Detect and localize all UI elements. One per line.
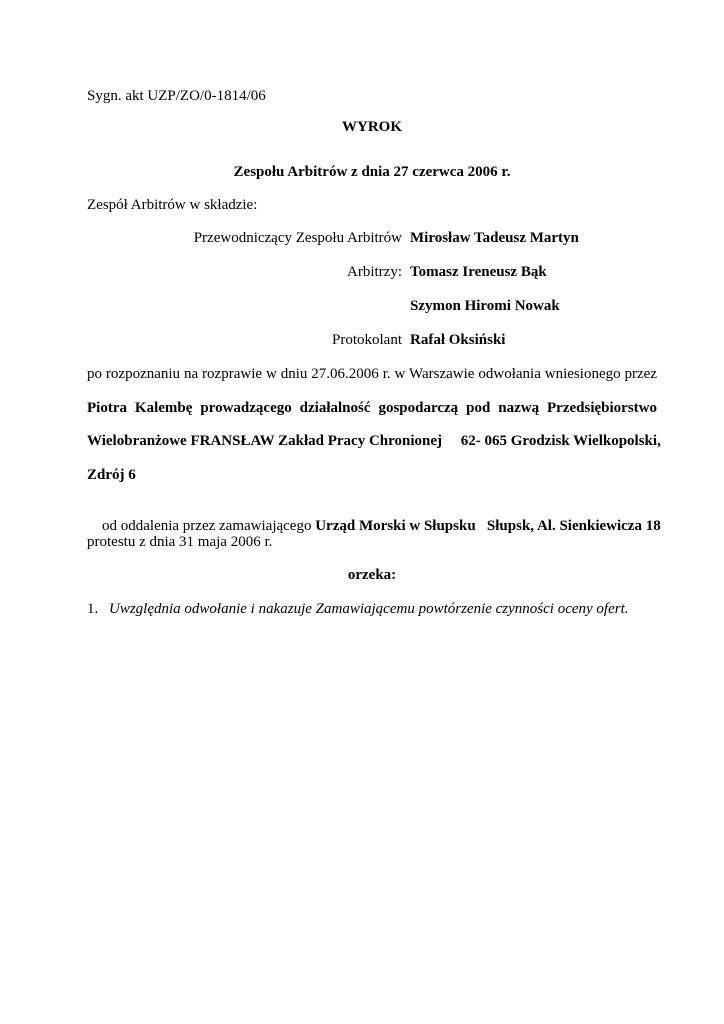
ruling-item-text: Uwzględnia odwołanie i nakazuje Zamawiającemu powtórzenie czynności oceny ofert. <box>109 601 629 617</box>
panel-intro: Zespół Arbitrów w składzie: <box>87 197 258 213</box>
respondent-name: Urząd Morski w Słupsku Słupsk, Al. Sienkiewicza 18 <box>315 518 661 534</box>
chair-name: Mirosław Tadeusz Martyn <box>410 230 579 246</box>
chair-label: Przewodniczący Zespołu Arbitrów <box>193 230 402 246</box>
body-line-2: Piotra Kalembę prowadzącego działalność gospodarczą pod nazwą Przedsiębiorstwo <box>87 400 657 416</box>
body-line-6: protestu z dnia 31 maja 2006 r. <box>87 534 273 550</box>
arbiter-2-name: Szymon Hiromi Nowak <box>410 298 560 314</box>
body-line-5-plain: od oddalenia przez zamawiającego <box>102 518 316 534</box>
body-line-3: Wielobranżowe FRANSŁAW Zakład Pracy Chronionej 62- 065 Grodzisk Wielkopolski, <box>87 433 661 449</box>
ruling-heading: orzeka: <box>347 567 397 583</box>
document-title: WYROK <box>342 119 402 135</box>
recorder-name: Rafał Oksiński <box>410 332 506 348</box>
arbiter-1-name: Tomasz Ireneusz Bąk <box>410 264 547 280</box>
case-number: Sygn. akt UZP/ZO/0-1814/06 <box>87 88 266 104</box>
body-line-1: po rozpoznaniu na rozprawie w dniu 27.06.2006 r. w Warszawie odwołania wniesionego przez <box>87 366 657 382</box>
recorder-label: Protokolant <box>332 332 402 348</box>
arbiters-label: Arbitrzy: <box>347 264 402 280</box>
body-line-4: Zdrój 6 <box>87 467 136 483</box>
document-subtitle: Zespołu Arbitrów z dnia 27 czerwca 2006 r. <box>233 164 511 180</box>
ruling-item-number: 1. <box>87 601 99 617</box>
